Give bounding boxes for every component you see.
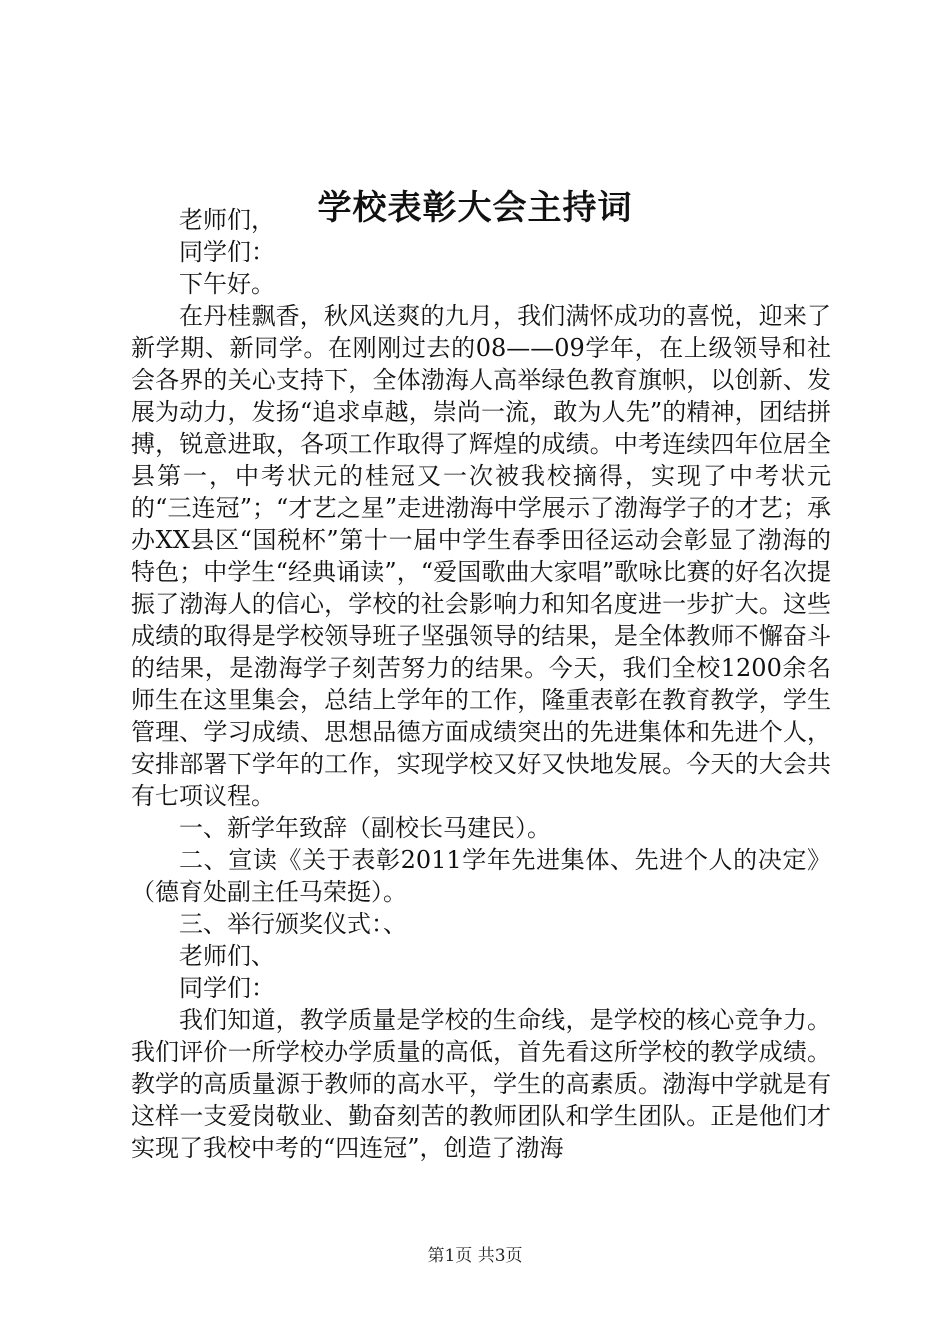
body-paragraph-2: 我们知道，教学质量是学校的生命线，是学校的核心竞争力。我们评价一所学校办学质量的高低，首先看这所学校的教学成绩。教学的高质量源于教师的高水平，学生的高素质。渤海中学就是有这样一支爱岗敬业、勤奋刻苦的教师团队和学生团队。正是他们才实现了我校中考的“四连冠”，创造了渤海 <box>131 1006 831 1162</box>
agenda-item-1: 一、新学年致辞（副校长马建民）。 <box>179 814 551 842</box>
greeting-teachers-2: 老师们、 <box>179 942 275 970</box>
agenda-item-3: 三、举行颁奖仪式：、 <box>179 910 407 938</box>
page-footer: 第1页 共3页 <box>427 1246 523 1266</box>
document-body <box>131 204 831 1164</box>
greeting-students-2: 同学们： <box>179 974 275 1002</box>
document-title: 学校表彰大会主持词 <box>317 188 633 228</box>
greeting-teachers: 老师们， <box>179 206 275 234</box>
greeting-afternoon: 下午好。 <box>179 270 275 298</box>
greeting-students: 同学们： <box>179 238 275 266</box>
agenda-item-2: 二、宣读《关于表彰2011学年先进集体、先进个人的决定》（德育处副主任马荣挺）。 <box>131 846 831 906</box>
body-paragraph: 在丹桂飘香，秋风送爽的九月，我们满怀成功的喜悦，迎来了新学期、新同学。在刚刚过去的08——09学年，在上级领导和社会各界的关心支持下，全体渤海人高举绿色教育旗帜，以创新、发展为动力，发扬“追求卓越，崇尚一流，敢为人先”的精神，团结拼搏，锐意进取，各项工作取得了辉煌的成绩。中考连续四年位居全县第一，中考状元的桂冠又一次被我校摘得，实现了中考状元的“三连冠”；“才艺之星”走进渤海中学展示了渤海学子的才艺；承办XX县区“国税杯”第十一届中学生春季田径运动会彰显了渤海的特色；中学生“经典诵读”，“爱国歌曲大家唱”歌咏比赛的好名次提振了渤海人的信心，学校的社会影响力和知名度进一步扩大。这些成绩的取得是学校领导班子坚强领导的结果，是全体教师不懈奋斗的结果，是渤海学子刻苦努力的结果。今天，我们全校1200余名师生在这里集会，总结上学年的工作，隆重表彰在教育教学，学生管理、学习成绩、思想品德方面成绩突出的先进集体和先进个人，安排部署下学年的工作，实现学校又好又快地发展。今天的大会共有七项议程。 <box>131 302 831 810</box>
